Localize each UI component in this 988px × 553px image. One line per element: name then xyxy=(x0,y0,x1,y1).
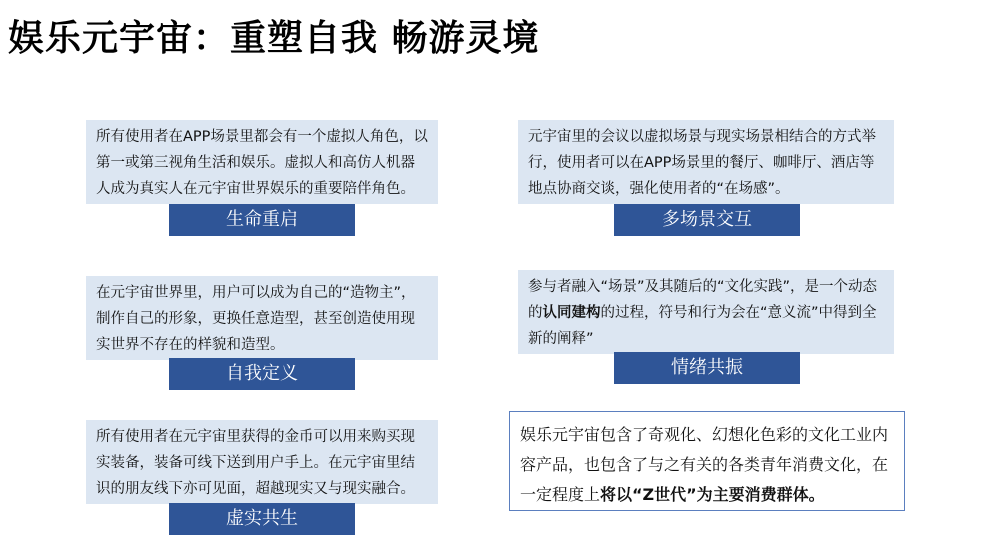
card-self-define-text xyxy=(86,276,438,360)
card-multi-scene-text xyxy=(518,120,894,204)
card-life-restart-body: 所有使用者在APP场景里都会有一个虚拟人角色，以第一或第三视角生活和娱乐。虚拟人和高仿人机器人成为真实人在元宇宙世界娱乐的重要陪伴角色。 xyxy=(96,129,428,197)
card-emotion-text xyxy=(518,270,894,354)
card-self-define-label: 自我定义 xyxy=(169,358,355,390)
card-self-define-body: 在元宇宙世界里，用户可以成为自己的“造物主”，制作自己的形象，更换任意造型，甚至创造使用现实世界不存在的样貌和造型。 xyxy=(96,285,416,353)
card-virtual-real-text xyxy=(86,420,438,504)
card-virtual-real-body: 所有使用者在元宇宙里获得的金币可以用来购买现实装备，装备可线下送到用户手上。在元宇宙里结识的朋友线下亦可见面，超越现实又与现实融合。 xyxy=(96,429,415,497)
card-virtual-real-label: 虚实共生 xyxy=(169,503,355,535)
slide-title: 娱乐元宇宙：重塑自我 畅游灵境 xyxy=(8,18,540,59)
card-emotion-body-bold: 认同建构 xyxy=(542,305,601,321)
summary-box xyxy=(509,411,905,511)
card-multi-scene-body: 元宇宙里的会议以虚拟场景与现实场景相结合的方式举行，使用者可以在APP场景里的餐厅、咖啡厅、酒店等地点协商交谈，强化使用者的“在场感”。 xyxy=(528,129,876,197)
card-life-restart-text xyxy=(86,120,438,204)
summary-text: 娱乐元宇宙包含了奇观化、幻想化色彩的文化工业内容产品，也包含了与之有关的各类青年消费文化，在一定程度上 xyxy=(520,425,889,504)
card-life-restart-label: 生命重启 xyxy=(169,204,355,236)
card-multi-scene-label: 多场景交互 xyxy=(614,204,800,236)
summary-text-bold: 将以“Z世代”为主要消费群体。 xyxy=(600,485,825,504)
card-emotion-body-b: 的过程，符号和行为会在“意义流”中得到全新的阐释” xyxy=(528,305,877,347)
card-emotion-label: 情绪共振 xyxy=(614,352,800,384)
card-emotion-body-a: 参与者融入“场景”及其随后的“文化实践”，是一个动态的 xyxy=(528,279,878,321)
